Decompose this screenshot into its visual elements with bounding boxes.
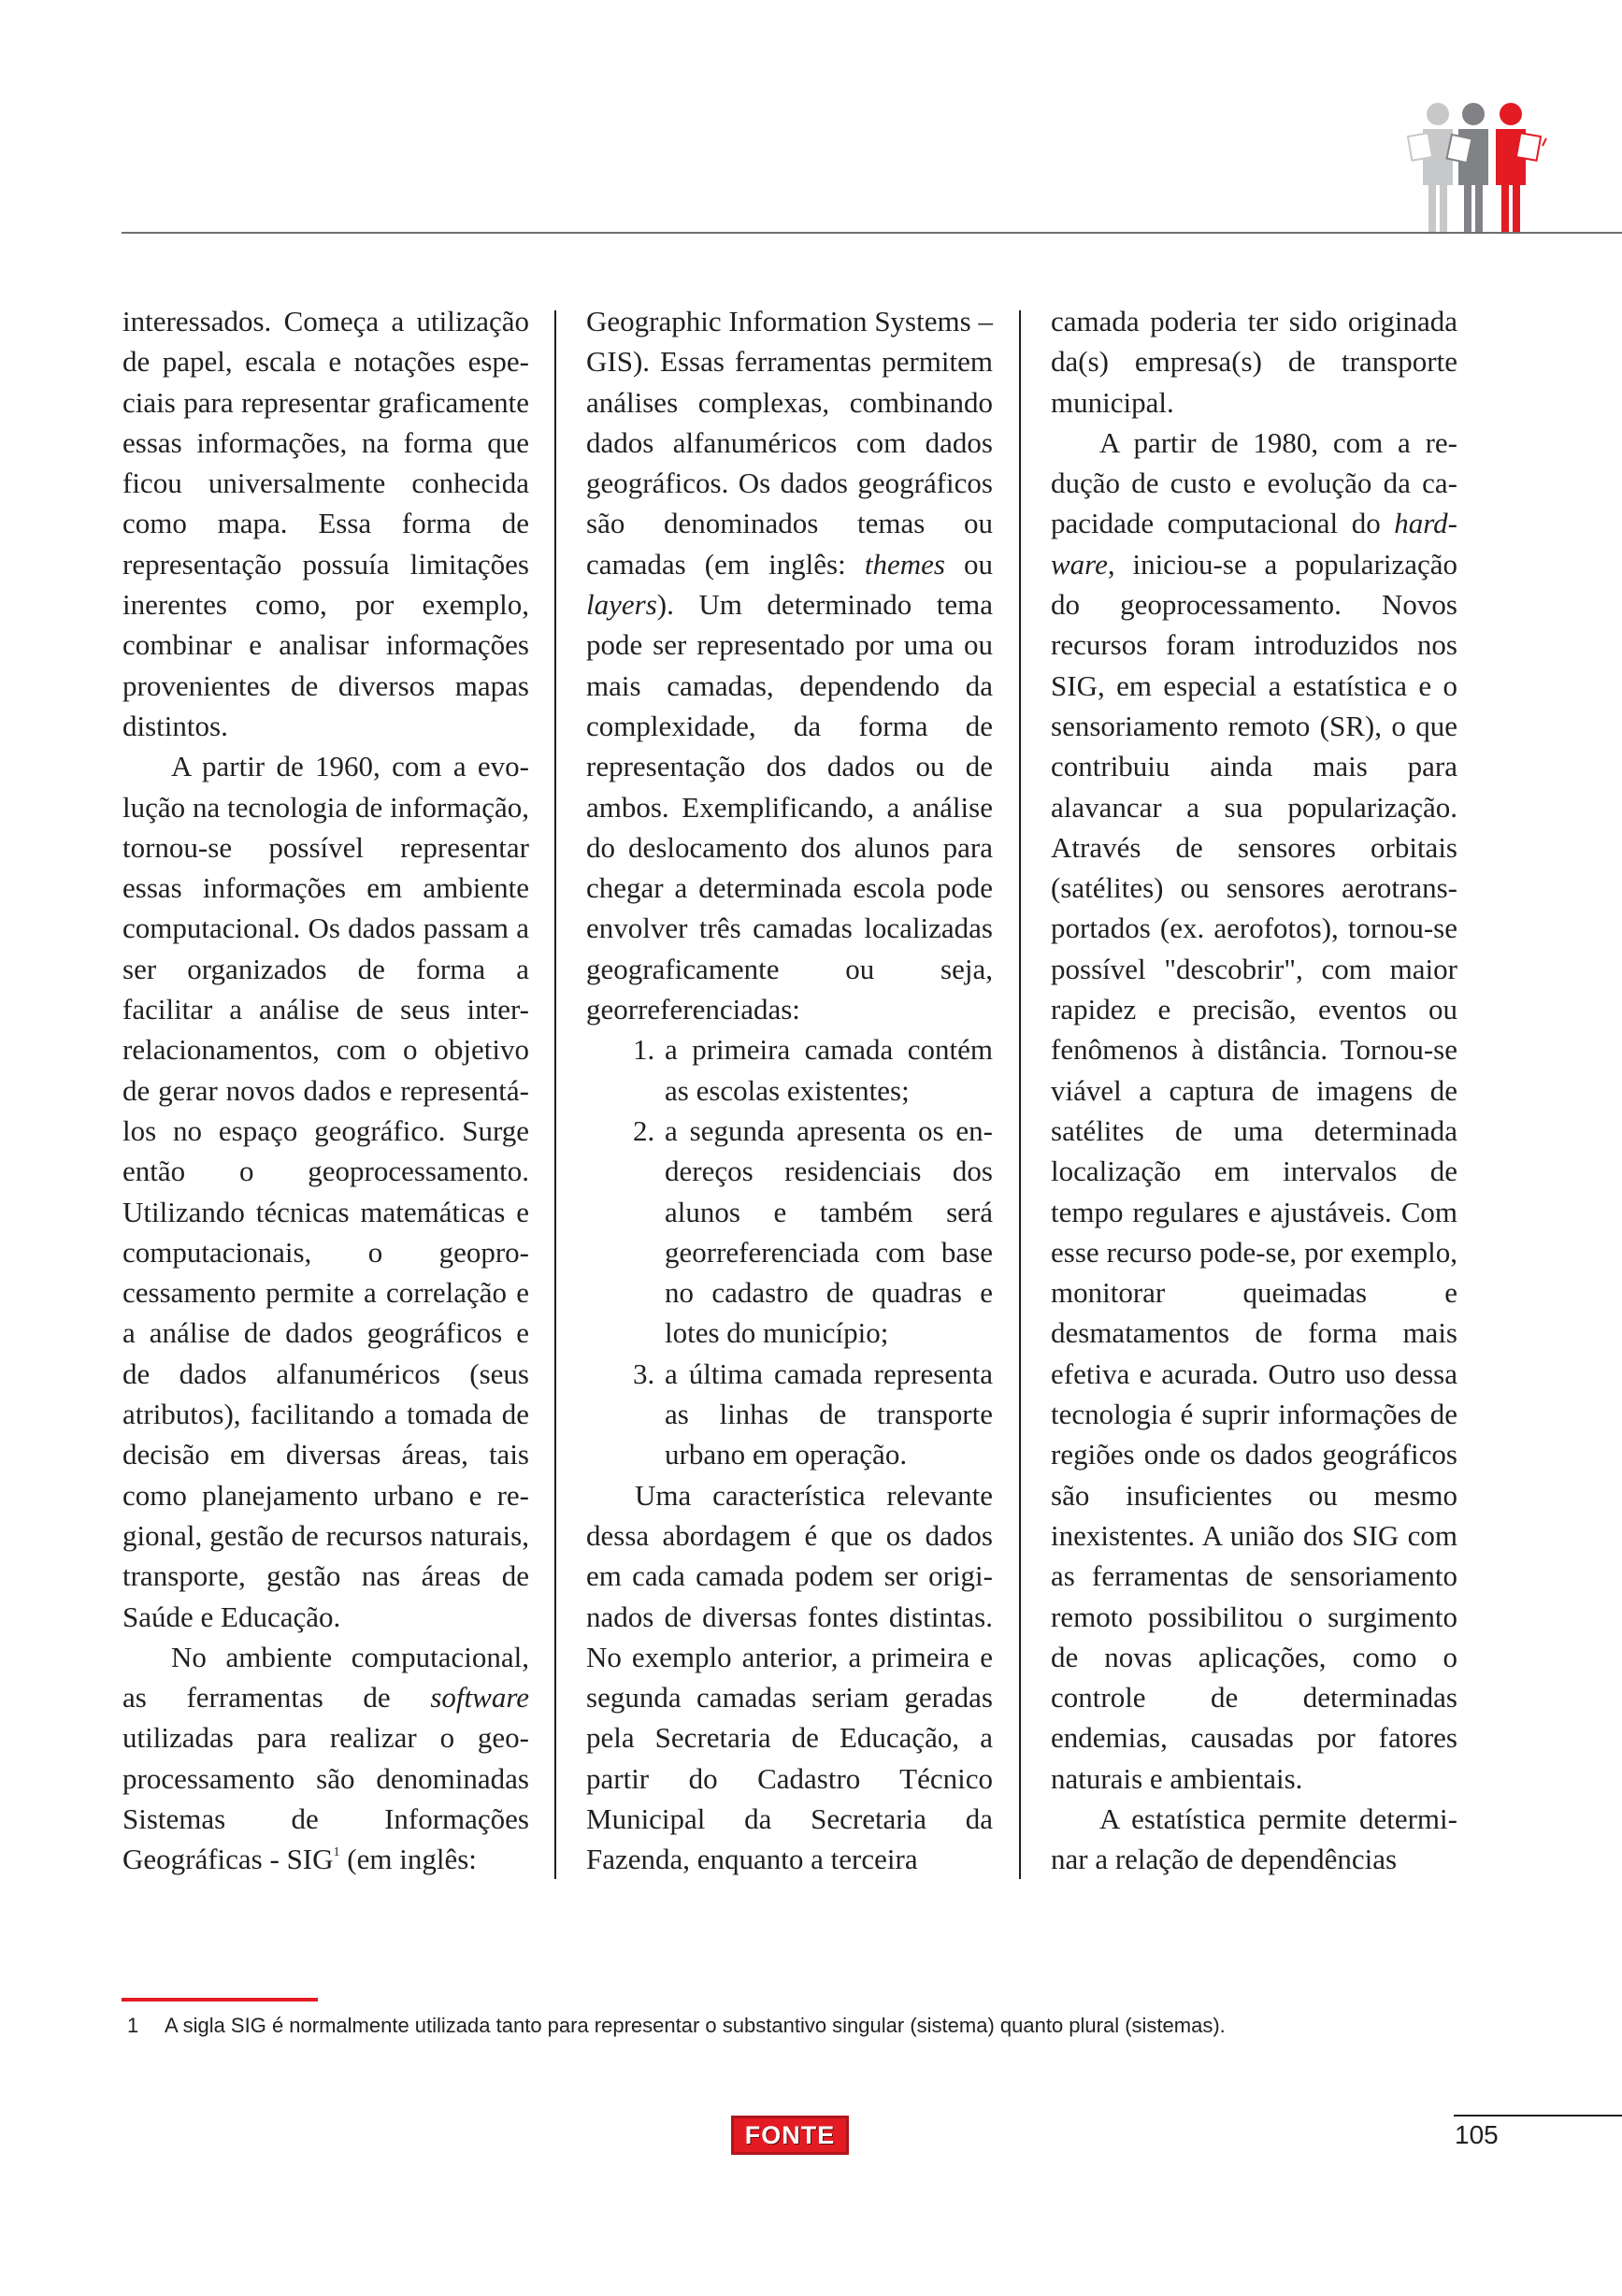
emphasis-text: software [430,1681,529,1715]
numbered-list [586,1029,993,1474]
emphasis-text: themes [864,547,945,581]
paragraph [122,1637,529,1880]
page-number-rule [1454,2115,1622,2117]
paragraph [586,301,993,1029]
list-item-text: a primeira camada contém as escolas existentes; [665,1033,993,1107]
text-column-3 [1051,301,1457,1880]
text-run: No ambiente computacional, as ferramentas de [122,1640,529,1715]
list-number: 1. [633,1033,655,1067]
header-rule [122,232,1622,234]
paragraph: A estatística permite determinar a relação de dependências [1051,1801,1457,1876]
footnote [127,2012,1529,2040]
fonte-logo: FONTE [731,2116,849,2155]
list-number: 3. [633,1356,655,1390]
column-divider [1019,310,1021,1879]
page-number: 105 [1455,2120,1499,2149]
paragraph: camada poderia ter sido originada da(s) empresa(s) de transporte municipal. [1051,305,1457,419]
text-run: A partir de 1980, com a redução de custo e evolução da capacidade computacional do [1051,425,1457,540]
footnote-text: A sigla SIG é normalmente utilizada tanto para representar o substantivo singular (sistema) quanto plural (sistemas). [165,2014,1226,2037]
text-run: ou [944,547,994,581]
list-item [586,1354,993,1475]
list-number: 2. [633,1113,655,1147]
paragraph: Uma característica relevante dessa abordagem é que os dados em cada camada podem ser originados de diversas fontes distintas. No exemplo anterior, a primeira e segunda camadas seriam geradas pela Secretaria de Educação, a partir do Cadastro Técnico Municipal da Secretaria da Fazenda, enquanto a terceira [586,1478,993,1876]
column-divider [554,310,556,1879]
paragraph: interessados. Começa a utilização de papel, escala e notações especiais para representar graficamente essas informações, na forma que ficou universalmente conhecida como mapa. Essa forma de representação possuía limitações inerentes como, por exemplo, combinar e analisar informações provenientes de diversos mapas distintos. [122,305,529,742]
text-run: utilizadas para realizar o geoprocessamento são denominadas Sistemas de Informações Geográficas - SIG [122,1721,529,1876]
list-item [586,1111,993,1354]
people-logo-icon [1402,101,1552,234]
text-run: ). Um determinado tema pode ser representado por uma ou mais camadas, dependendo da complexidade, da forma de representação dos dados ou de ambos. Exemplificando, a análise do deslocamento dos alunos para chegar a determinada escola pode envolver três camadas localizadas geograficamente ou seja, georreferenciadas: [586,588,993,1026]
paragraph [1051,423,1457,1799]
text-column-1 [122,301,529,1880]
list-item-text: a última camada representa as linhas de transporte urbano em operação. [665,1356,993,1471]
list-item-text: a segunda apresenta os endereços residenciais dos alunos e também será georreferenciada com base no cadastro de quadras e lotes do município; [665,1113,993,1350]
footnote-number: 1 [127,2014,139,2037]
list-item [586,1029,993,1111]
text-run: (em inglês: [339,1843,477,1876]
text-run: Geographic Information Systems – GIS). Essas ferramentas permitem análises complexas, combinando dados alfanuméricos com dados geográficos. Os dados geográficos são denominados temas ou camadas (em inglês: [586,305,993,581]
emphasis-text: hardware [1051,507,1457,581]
text-column-2 [586,301,993,1880]
paragraph: A partir de 1960, com a evolução na tecnologia de informação, tornou-se possível representar essas informações em ambiente computacional. Os dados passam a ser organizados de forma a facilitar a análise de seus inter-relacionamentos, com o objetivo de gerar novos dados e representá-los no espaço geográfico. Surge então o geoprocessamento. Utilizando técnicas matemáticas e computacionais, o geoprocessamento permite a correlação e a análise de dados geográficos e de dados alfanuméricos (seus atributos), facilitando a tomada de decisão em diversas áreas, tais como planejamento urbano e regional, gestão de recursos naturais, transporte, gestão nas áreas de Saúde e Educação. [122,750,529,1633]
emphasis-text: layers [586,588,657,622]
footnote-rule [122,1998,318,2002]
footnote-ref[interactable]: 1 [333,1845,340,1860]
text-run: , iniciou-se a popularização do geoprocessamento. Novos recursos foram introduzidos nos SIG, em especial a estatística e o sensoriamento remoto (SR), o que contribuiu ainda mais para alavancar a sua popularização. Através de sensores orbitais (satélites) ou sensores aerotransportados (ex. aerofotos), tornou-se possível "descobrir", com maior rapidez e precisão, eventos ou fenômenos à distância. Tornou-se viável a captura de imagens de satélites de uma determinada localização em intervalos de tempo regulares e ajustáveis. Com esse recurso pode-se, por exemplo, monitorar queimadas e desmatamentos de forma mais efetiva e acurada. Outro uso dessa tecnologia é suprir informações de regiões onde os dados geográficos são insuficientes ou mesmo inexistentes. A união dos SIG com as ferramentas de sensoriamento remoto possibilitou o surgimento de novas aplicações, como o controle de determinadas endemias, causadas por fatores naturais e ambientais. [1051,547,1457,1795]
